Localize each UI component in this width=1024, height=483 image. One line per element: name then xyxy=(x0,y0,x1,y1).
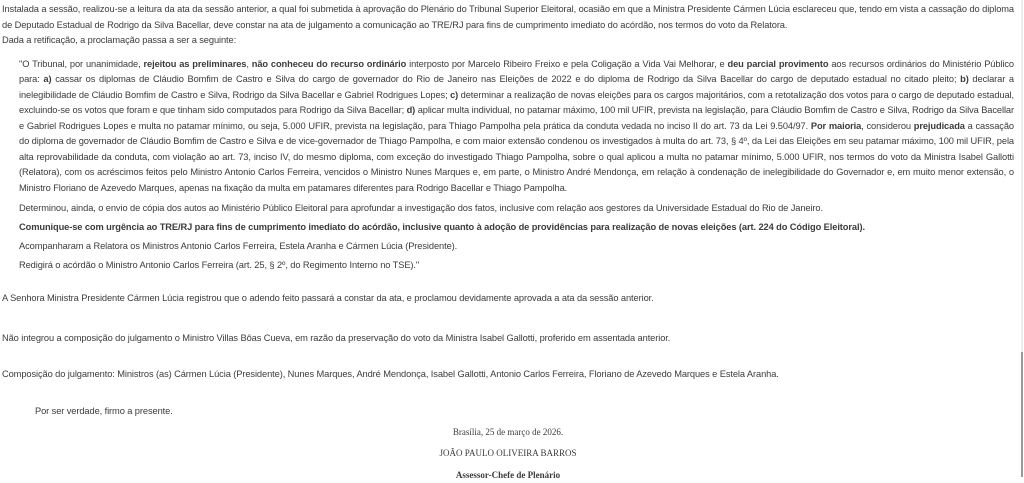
nao-integrou-paragraph: Não integrou a composição do julgamento o Ministro Villas Bôas Cueva, em razão da preservação do voto da Ministra Isabel Gallotti, proferido em assentada anterior. xyxy=(2,331,1014,347)
por-ser-verdade-paragraph: Por ser verdade, firmo a presente. xyxy=(35,404,1014,420)
proclamation-main-paragraph: "O Tribunal, por unanimidade, rejeitou as preliminares, não conheceu do recurso ordinário interposto por Marcelo Ribeiro Freixo e pela Coligação a Vida Vai Melhorar, e deu parcial provimento aos recursos ordinários do Ministério Público para: a) cassar os diplomas de Cláudio Bomfim de Castro e Silva do cargo de governador do Rio de Janeiro nas Eleições de 2022 e do diploma de Rodrigo da Silva Bacellar do cargo de deputado estadual no citado pleito; b) declarar a inelegibilidade de Cláudio Bomfim de Castro e Silva, Rodrigo da Silva Bacellar e Gabriel Rodrigues Lopes; c) determinar a realização de novas eleições para os cargos majoritários, com a retotalização dos votos para o cargo de deputado estadual, excluindo-se os votos que foram e que tinham sido computados para Rodrigo da Silva Bacellar; d) aplicar multa individual, no patamar máximo, 100 mil UFIR, prevista na legislação, para Cláudio Bomfim de Castro e Silva, Rodrigo da Silva Bacellar e Gabriel Rodrigues Lopes e multa no patamar mínimo, ou seja, 5.000 UFIR, prevista na legislação, para Thiago Pampolha pela prática da conduta vedada no inciso II do art. 73 da Lei 9.504/97. Por maioria, considerou prejudicada a cassação do diploma de governador de Cláudio Bomfim de Castro e Silva e de vice-governador de Thiago Pampolha, e com maior extensão condenou os investigados à multa do art. 73, § 4º, da Lei das Eleições em seu patamar máximo, 100 mil UFIR, pela alta reprovabilidade da conduta, com violação ao art. 73, inciso IV, do mesmo diploma, com exceção do investigado Thiago Pampolha, sobre o qual aplicou a multa no patamar mínimo, 5.000 UFIR, nos termos do voto da Ministra Isabel Gallotti (Relatora), com os acréscimos feitos pelo Ministro Antonio Carlos Ferreira, vencidos o Ministro Nunes Marques e, em parte, o Ministro André Mendonça, em relação à condenação de inelegibilidade do Governador e, em muito menor extensão, o Ministro Floriano de Azevedo Marques, apenas na fixação da multa em patamares diferentes para Rodrigo Bacellar e Thiago Pampolha. xyxy=(19,57,1014,197)
signature-role: Assessor-Chefe de Plenário xyxy=(2,468,1014,483)
signature-name: JOÃO PAULO OLIVEIRA BARROS xyxy=(2,446,1014,462)
composicao-julgamento-paragraph: Composição do julgamento: Ministros (as) Cármen Lúcia (Presidente), Nunes Marques, André Mendonça, Isabel Gallotti, Antonio Carlos Ferreira, Floriano de Azevedo Marques e Estela Aranha. xyxy=(2,367,1014,383)
proclamation-quote-block xyxy=(19,57,1014,274)
adendo-paragraph: A Senhora Ministra Presidente Cármen Lúcia registrou que o adendo feito passará a constar da ata, e proclamou devidamente aprovada a ata da sessão anterior. xyxy=(2,291,1014,307)
redigira-paragraph: Redigirá o acórdão o Ministro Antonio Carlos Ferreira (art. 25, § 2º, do Regimento Interno no TSE)." xyxy=(19,258,1014,274)
signature-place-date: Brasília, 25 de março de 2026. xyxy=(2,425,1014,441)
scrollbar-thumb[interactable] xyxy=(1021,352,1023,477)
signature-block xyxy=(2,425,1014,483)
opening-paragraph: Instalada a sessão, realizou-se a leitura da ata da sessão anterior, a qual foi submetida à aprovação do Plenário do Tribunal Superior Eleitoral, ocasião em que a Ministra Presidente Cármen Lúcia esclareceu que, tendo em vista a cassação do diploma de Deputado Estadual de Rodrigo da Silva Bacellar, deve constar na ata de julgamento a comunicação ao TRE/RJ para fins de cumprimento imediato do acórdão, nos termos do voto da Relatora. xyxy=(2,2,1014,33)
comunique-se-paragraph: Comunique-se com urgência ao TRE/RJ para fins de cumprimento imediato do acórdão, inclusive quanto à adoção de providências para realização de novas eleições (art. 224 do Código Eleitoral). xyxy=(19,220,1014,236)
retificacao-paragraph: Dada a retificação, a proclamação passa a ser a seguinte: xyxy=(2,33,1014,49)
determinou-paragraph: Determinou, ainda, o envio de cópia dos autos ao Ministério Público Eleitoral para aprofundar a investigação dos fatos, inclusive com relação aos gestores da Universidade Estadual do Rio de Janeiro. xyxy=(19,201,1014,217)
acompanharam-paragraph: Acompanharam a Relatora os Ministros Antonio Carlos Ferreira, Estela Aranha e Cármen Lúcia (Presidente). xyxy=(19,239,1014,255)
